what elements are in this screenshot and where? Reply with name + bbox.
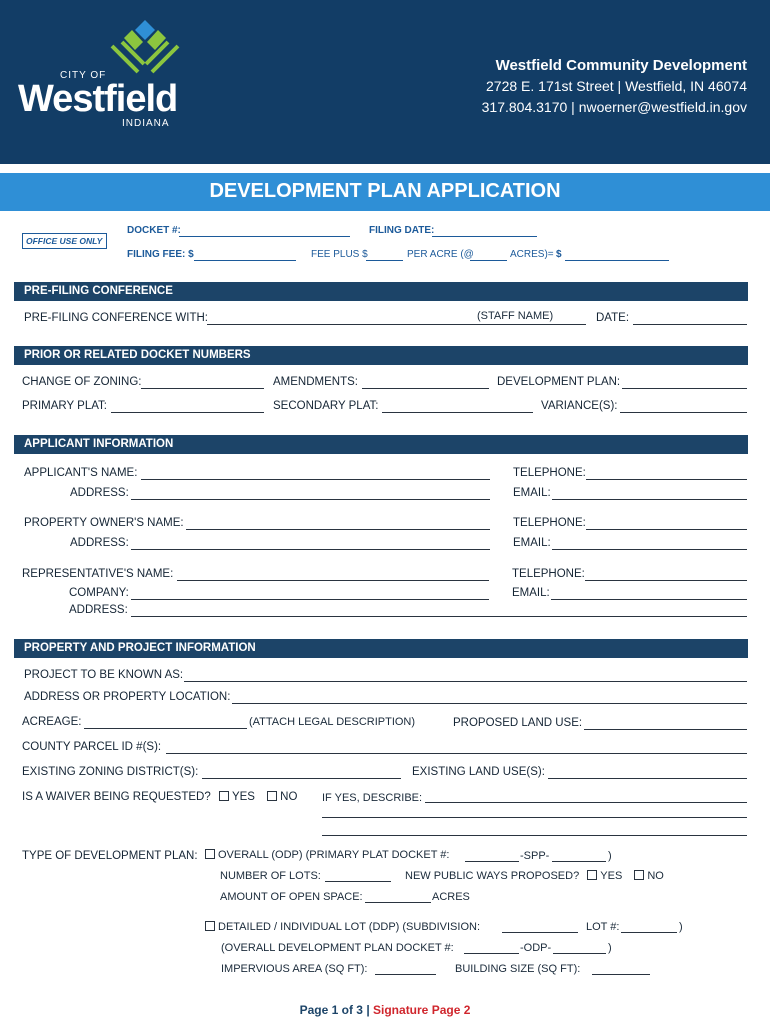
rep-name-label: REPRESENTATIVE'S NAME: — [22, 568, 174, 580]
open-space-field[interactable] — [365, 902, 431, 903]
acres-label: ACRES)= — [510, 249, 554, 260]
primary-plat-field[interactable] — [111, 412, 264, 413]
amendments-label: AMENDMENTS: — [273, 376, 358, 388]
type-label: TYPE OF DEVELOPMENT PLAN: — [22, 850, 198, 862]
detailed-row — [205, 921, 480, 933]
section-property — [14, 639, 748, 658]
section-prior-title: PRIOR OR RELATED DOCKET NUMBERS — [24, 349, 251, 361]
rep-email-label: EMAIL: — [512, 587, 550, 599]
dollar-label: $ — [556, 249, 562, 260]
if-yes-label: IF YES, DESCRIBE: — [322, 792, 423, 804]
signature-page-link[interactable]: Signature Page 2 — [373, 1003, 471, 1017]
new-public-ways-row — [405, 870, 664, 882]
leaf-logo-icon — [110, 18, 180, 76]
location-label: ADDRESS OR PROPERTY LOCATION: — [24, 691, 231, 703]
zoning-district-field[interactable] — [202, 778, 401, 779]
section-applicant-title: APPLICANT INFORMATION — [24, 438, 174, 450]
overall-row — [205, 849, 449, 861]
variances-field[interactable] — [620, 412, 747, 413]
development-plan-field[interactable] — [622, 388, 747, 389]
num-lots-label: NUMBER OF LOTS: — [220, 870, 321, 882]
primary-plat-label: PRIMARY PLAT: — [22, 400, 108, 412]
odp-label: -ODP- — [520, 942, 552, 954]
lot-num-label: LOT #: — [586, 921, 620, 933]
waiver-no-checkbox[interactable] — [267, 791, 277, 801]
primary-plat-docket-field-1[interactable] — [465, 861, 519, 862]
overall-close-paren: ) — [608, 850, 612, 862]
odp-docket-field-1[interactable] — [464, 953, 519, 954]
office-use-text: OFFICE USE ONLY — [26, 236, 103, 246]
section-prefiling-title: PRE-FILING CONFERENCE — [24, 285, 173, 297]
prefiling-date-label: DATE: — [596, 312, 630, 324]
applicant-telephone-label: TELEPHONE: — [513, 467, 586, 479]
building-size-field[interactable] — [592, 974, 650, 975]
page-number: Page 1 of 3 — [299, 1003, 363, 1017]
filing-date-label: FILING DATE: — [369, 225, 435, 236]
filing-fee-label: FILING FEE: $ — [127, 249, 194, 260]
applicant-telephone-field[interactable] — [586, 479, 747, 480]
proposed-use-label: PROPOSED LAND USE: — [453, 717, 583, 729]
applicant-name-field[interactable] — [141, 479, 490, 480]
org-name: Westfield Community Development — [495, 57, 747, 74]
total-fee-field[interactable] — [565, 260, 669, 261]
applicant-email-label: EMAIL: — [513, 487, 551, 499]
waiver-yes-label: YES — [231, 791, 255, 803]
acreage-field[interactable] — [84, 728, 247, 729]
filing-date-field[interactable] — [432, 236, 537, 237]
owner-email-field[interactable] — [552, 549, 747, 550]
filing-fee-field[interactable] — [194, 260, 296, 261]
acres-unit-label: ACRES — [432, 891, 470, 903]
parcel-id-label: COUNTY PARCEL ID #(S): — [22, 741, 162, 753]
new-public-ways-label: NEW PUBLIC WAYS PROPOSED? — [405, 870, 580, 882]
staff-name-hint: (STAFF NAME) — [477, 310, 554, 322]
per-acre-field[interactable] — [470, 260, 507, 261]
waiver-yes-checkbox[interactable] — [219, 791, 229, 801]
applicant-address-field[interactable] — [131, 499, 490, 500]
owner-telephone-field[interactable] — [586, 529, 747, 530]
footer-separator: | — [366, 1003, 370, 1017]
amendments-field[interactable] — [362, 388, 489, 389]
public-ways-no-label: NO — [647, 870, 664, 882]
fee-plus-field[interactable] — [366, 260, 403, 261]
change-zoning-label: CHANGE OF ZONING: — [22, 376, 142, 388]
secondary-plat-field[interactable] — [382, 412, 533, 413]
existing-use-label: EXISTING LAND USE(S): — [412, 766, 545, 778]
waiver-no-label: NO — [280, 791, 298, 803]
section-prior — [14, 346, 748, 365]
impervious-field[interactable] — [375, 974, 436, 975]
rep-company-label: COMPANY: — [69, 587, 129, 599]
rep-email-field[interactable] — [551, 599, 747, 600]
primary-plat-docket-field-2[interactable] — [552, 861, 606, 862]
logo-name: Westfield — [18, 78, 178, 120]
logo-state: INDIANA — [122, 118, 170, 129]
owner-address-label: ADDRESS: — [70, 537, 129, 549]
office-use-badge — [22, 233, 107, 249]
zoning-district-label: EXISTING ZONING DISTRICT(S): — [22, 766, 199, 778]
detailed-close-paren: ) — [679, 921, 683, 933]
lot-num-field[interactable] — [621, 932, 677, 933]
impervious-label: IMPERVIOUS AREA (SQ FT): — [221, 963, 368, 975]
org-address: 2728 E. 171st Street | Westfield, IN 46074 — [486, 78, 747, 94]
rep-address-field[interactable] — [131, 616, 747, 617]
city-logo — [18, 18, 193, 133]
rep-name-field[interactable] — [177, 580, 489, 581]
section-property-title: PROPERTY AND PROJECT INFORMATION — [24, 642, 256, 654]
section-applicant — [14, 435, 748, 454]
detailed-checkbox[interactable] — [205, 921, 215, 931]
per-acre-label: PER ACRE (@ — [407, 249, 474, 260]
page-footer — [0, 1003, 770, 1017]
applicant-name-label: APPLICANT'S NAME: — [24, 467, 138, 479]
rep-company-field[interactable] — [131, 599, 489, 600]
rep-address-label: ADDRESS: — [69, 604, 128, 616]
public-ways-yes-checkbox[interactable] — [587, 870, 597, 880]
owner-email-label: EMAIL: — [513, 537, 551, 549]
odp-docket-field-2[interactable] — [553, 953, 606, 954]
owner-address-field[interactable] — [131, 549, 490, 550]
spp-label: -SPP- — [520, 850, 550, 862]
public-ways-yes-label: YES — [600, 870, 623, 882]
waiver-describe-field-3[interactable] — [322, 835, 747, 836]
change-zoning-field[interactable] — [141, 388, 264, 389]
waiver-describe-field-2[interactable] — [322, 817, 747, 818]
applicant-email-field[interactable] — [552, 499, 747, 500]
num-lots-field[interactable] — [325, 881, 391, 882]
prefiling-date-field[interactable] — [633, 324, 747, 325]
odp-close-paren: ) — [608, 942, 612, 954]
subdivision-field[interactable] — [502, 932, 578, 933]
open-space-label: AMOUNT OF OPEN SPACE: — [220, 891, 363, 903]
existing-use-field[interactable] — [548, 778, 747, 779]
owner-name-field[interactable] — [186, 529, 490, 530]
fee-plus-label: FEE PLUS $ — [311, 249, 368, 260]
location-field[interactable] — [232, 703, 747, 704]
prefiling-with-field[interactable] — [207, 324, 586, 325]
overall-checkbox[interactable] — [205, 849, 215, 859]
attach-legal-hint: (ATTACH LEGAL DESCRIPTION) — [249, 716, 416, 728]
overall-label: OVERALL (ODP) (PRIMARY PLAT DOCKET #: — [218, 849, 450, 861]
docket-label: DOCKET #: — [127, 225, 181, 236]
waiver-describe-field-1[interactable] — [425, 802, 747, 803]
known-as-label: PROJECT TO BE KNOWN AS: — [24, 669, 184, 681]
secondary-plat-label: SECONDARY PLAT: — [273, 400, 379, 412]
development-plan-label: DEVELOPMENT PLAN: — [497, 376, 621, 388]
public-ways-no-checkbox[interactable] — [634, 870, 644, 880]
odp-docket-label: (OVERALL DEVELOPMENT PLAN DOCKET #: — [221, 942, 454, 954]
waiver-question — [22, 791, 297, 803]
org-contact: 317.804.3170 | nwoerner@westfield.in.gov — [481, 99, 747, 115]
detailed-label: DETAILED / INDIVIDUAL LOT (DDP) (SUBDIVISION: — [218, 921, 481, 933]
building-size-label: BUILDING SIZE (SQ FT): — [455, 963, 581, 975]
rep-telephone-label: TELEPHONE: — [512, 568, 585, 580]
rep-telephone-field[interactable] — [585, 580, 747, 581]
prefiling-with-label: PRE-FILING CONFERENCE WITH: — [24, 312, 209, 324]
docket-field[interactable] — [179, 236, 350, 237]
known-as-field[interactable] — [184, 681, 747, 682]
variances-label: VARIANCE(S): — [541, 400, 618, 412]
acreage-label: ACREAGE: — [22, 716, 82, 728]
applicant-address-label: ADDRESS: — [70, 487, 129, 499]
parcel-id-field[interactable] — [166, 753, 747, 754]
owner-name-label: PROPERTY OWNER'S NAME: — [24, 517, 184, 529]
logo-city-of: CITY OF — [60, 70, 107, 81]
proposed-use-field[interactable] — [584, 729, 747, 730]
waiver-question-text: IS A WAIVER BEING REQUESTED? — [22, 791, 211, 803]
page-title: DEVELOPMENT PLAN APPLICATION — [209, 180, 561, 202]
owner-telephone-label: TELEPHONE: — [513, 517, 586, 529]
section-prefiling — [14, 282, 748, 301]
